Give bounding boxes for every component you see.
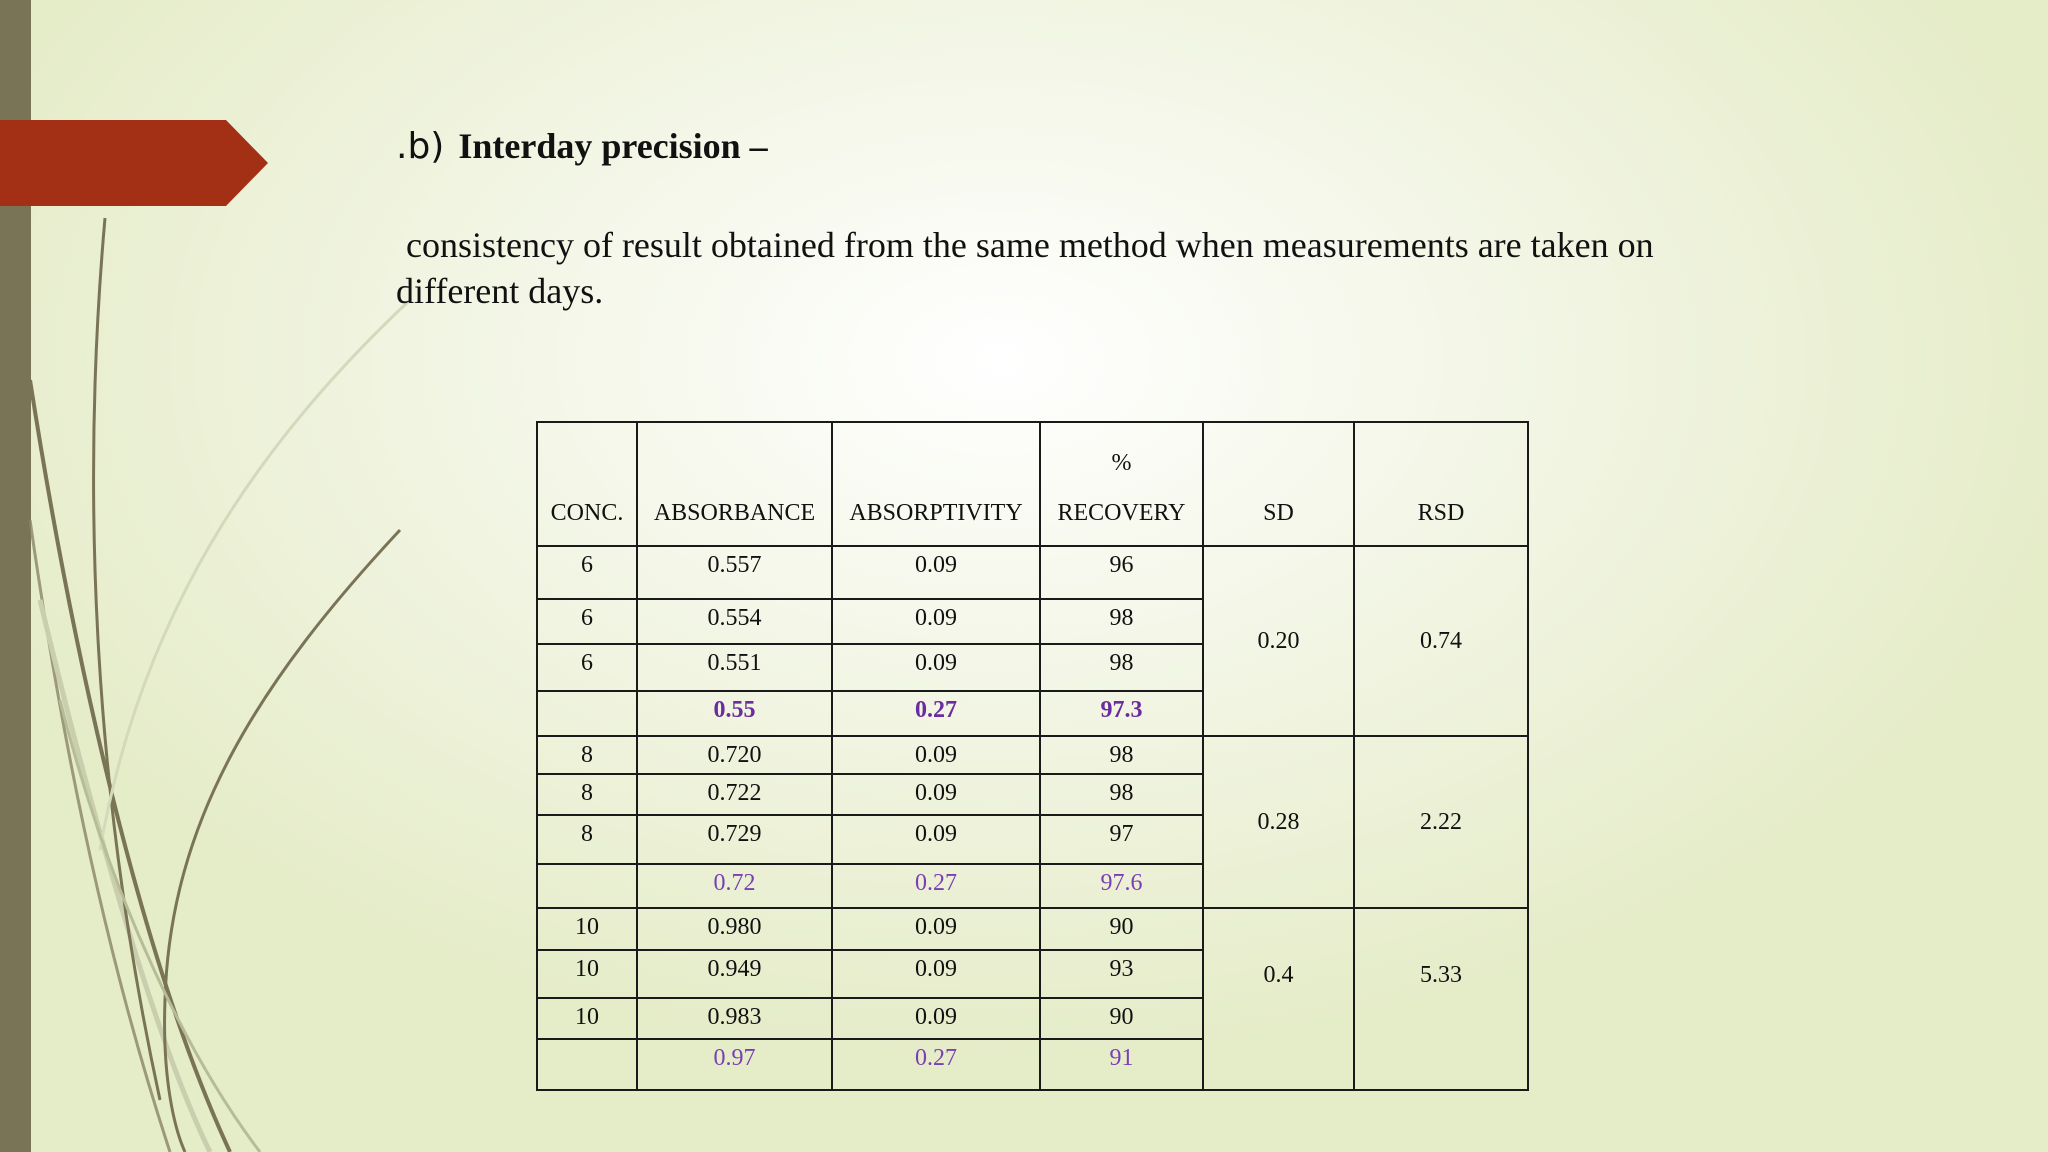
arrow-bullet-icon	[0, 120, 270, 206]
cell-absorptivity: 0.09	[832, 998, 1040, 1039]
cell-conc: 8	[537, 815, 637, 864]
cell-conc: 8	[537, 774, 637, 815]
cell-absorptivity: 0.09	[832, 546, 1040, 599]
cell-conc-empty	[537, 864, 637, 908]
cell-sd: 0.4	[1203, 908, 1354, 1090]
avg-absorptivity: 0.27	[832, 1039, 1040, 1090]
cell-absorptivity: 0.09	[832, 815, 1040, 864]
definition-text	[396, 222, 1776, 314]
interday-precision-table	[536, 421, 1529, 1091]
cell-recovery: 98	[1040, 736, 1203, 774]
cell-absorptivity: 0.09	[832, 644, 1040, 691]
avg-recovery: 97.6	[1040, 864, 1203, 908]
cell-rsd: 0.74	[1354, 546, 1528, 736]
avg-recovery: 91	[1040, 1039, 1203, 1090]
header-recovery-percent: %	[1111, 450, 1132, 476]
cell-recovery: 97	[1040, 815, 1203, 864]
cell-absorbance: 0.551	[637, 644, 832, 691]
cell-conc: 6	[537, 644, 637, 691]
cell-absorbance: 0.720	[637, 736, 832, 774]
cell-recovery: 98	[1040, 599, 1203, 644]
cell-rsd: 2.22	[1354, 736, 1528, 908]
cell-conc: 10	[537, 908, 637, 950]
cell-absorptivity: 0.09	[832, 908, 1040, 950]
cell-absorbance: 0.980	[637, 908, 832, 950]
cell-conc: 6	[537, 546, 637, 599]
avg-absorbance: 0.97	[637, 1039, 832, 1090]
header-absorbance: ABSORBANCE	[637, 422, 832, 546]
cell-absorbance: 0.557	[637, 546, 832, 599]
cell-conc: 6	[537, 599, 637, 644]
slide-title	[396, 128, 768, 165]
header-recovery-label: RECOVERY	[1057, 500, 1186, 526]
header-recovery	[1040, 422, 1203, 546]
header-conc: CONC.	[537, 422, 637, 546]
cell-conc: 10	[537, 950, 637, 998]
cell-sd: 0.20	[1203, 546, 1354, 736]
cell-sd: 0.28	[1203, 736, 1354, 908]
cell-conc-empty	[537, 1039, 637, 1090]
cell-absorptivity: 0.09	[832, 950, 1040, 998]
cell-rsd: 5.33	[1354, 908, 1528, 1090]
cell-absorptivity: 0.09	[832, 599, 1040, 644]
definition-line-2: different days.	[396, 271, 604, 311]
cell-absorbance: 0.983	[637, 998, 832, 1039]
avg-absorptivity: 0.27	[832, 691, 1040, 736]
cell-recovery: 98	[1040, 644, 1203, 691]
cell-conc-empty	[537, 691, 637, 736]
cell-conc: 10	[537, 998, 637, 1039]
cell-absorbance: 0.949	[637, 950, 832, 998]
cell-absorbance: 0.729	[637, 815, 832, 864]
cell-recovery: 90	[1040, 998, 1203, 1039]
header-sd: SD	[1203, 422, 1354, 546]
cell-conc: 8	[537, 736, 637, 774]
table-header-row	[537, 422, 1528, 546]
list-marker: .b)	[396, 126, 445, 167]
cell-recovery: 96	[1040, 546, 1203, 599]
table-row	[537, 908, 1528, 950]
definition-line-1: consistency of result obtained from the same method when measurements are taken on	[406, 225, 1654, 265]
table-row	[537, 736, 1528, 774]
header-absorptivity: ABSORPTIVITY	[832, 422, 1040, 546]
avg-absorbance: 0.55	[637, 691, 832, 736]
table-row	[537, 546, 1528, 599]
cell-recovery: 90	[1040, 908, 1203, 950]
cell-absorptivity: 0.09	[832, 774, 1040, 815]
cell-absorbance: 0.554	[637, 599, 832, 644]
avg-absorbance: 0.72	[637, 864, 832, 908]
avg-recovery: 97.3	[1040, 691, 1203, 736]
cell-absorptivity: 0.09	[832, 736, 1040, 774]
title-text: Interday precision –	[458, 126, 768, 166]
header-rsd: RSD	[1354, 422, 1528, 546]
avg-absorptivity: 0.27	[832, 864, 1040, 908]
cell-absorbance: 0.722	[637, 774, 832, 815]
cell-recovery: 98	[1040, 774, 1203, 815]
cell-recovery: 93	[1040, 950, 1203, 998]
